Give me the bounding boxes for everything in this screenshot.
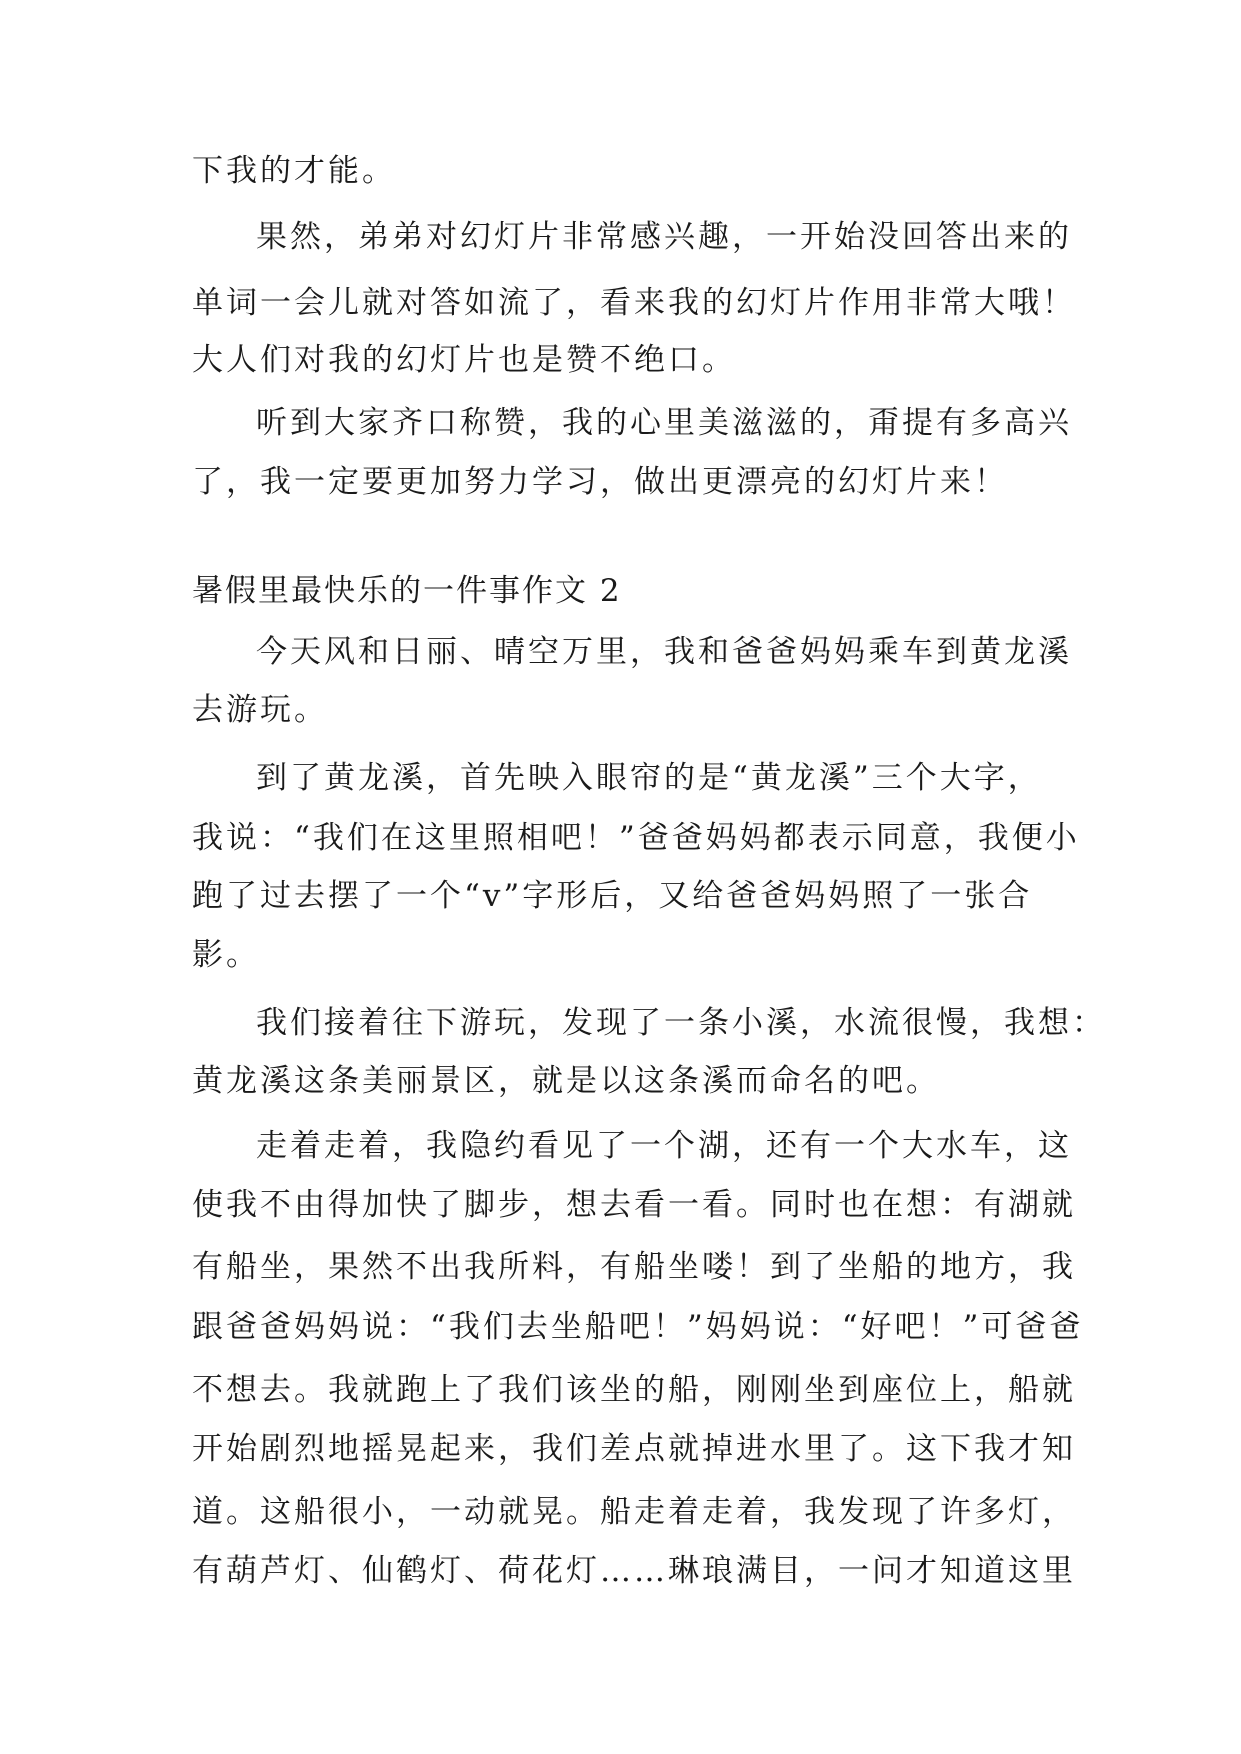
text-line: 了，我一定要更加努力学习，做出更漂亮的幻灯片来！ [192, 464, 1008, 500]
text-line: 有船坐，果然不出我所料，有船坐喽！到了坐船的地方，我 [192, 1249, 1076, 1285]
text-line: 大人们对我的幻灯片也是赞不绝口。 [192, 342, 736, 378]
text-line: 使我不由得加快了脚步，想去看一看。同时也在想：有湖就 [192, 1187, 1076, 1223]
paragraph-line: 听到大家齐口称赞，我的心里美滋滋的，甭提有多高兴 [256, 405, 1072, 441]
paragraph-line: 走着走着，我隐约看见了一个湖，还有一个大水车，这 [256, 1128, 1072, 1164]
text-line: 我说：“我们在这里照相吧！”爸爸妈妈都表示同意，我便小 [192, 820, 1080, 856]
text-line: 不想去。我就跑上了我们该坐的船，刚刚坐到座位上，船就 [192, 1372, 1076, 1408]
text-line: 去游玩。 [192, 692, 328, 728]
text-line: 开始剧烈地摇晃起来，我们差点就掉进水里了。这下我才知 [192, 1431, 1076, 1467]
text-line: 黄龙溪这条美丽景区，就是以这条溪而命名的吧。 [192, 1063, 940, 1099]
text-line: 影。 [192, 937, 260, 973]
text-line: 跟爸爸妈妈说：“我们去坐船吧！”妈妈说：“好吧！”可爸爸 [192, 1309, 1084, 1345]
text-line: 下我的才能。 [192, 153, 396, 189]
text-line: 道。这船很小，一动就晃。船走着走着，我发现了许多灯， [192, 1494, 1076, 1530]
paragraph-line: 今天风和日丽、晴空万里，我和爸爸妈妈乘车到黄龙溪 [256, 634, 1072, 670]
section-heading: 暑假里最快乐的一件事作文 2 [192, 573, 622, 609]
paragraph-line: 到了黄龙溪，首先映入眼帘的是“黄龙溪”三个大字， [256, 760, 1042, 796]
text-line: 跑了过去摆了一个“v”字形后，又给爸爸妈妈照了一张合 [192, 878, 1033, 914]
paragraph-line: 果然，弟弟对幻灯片非常感兴趣，一开始没回答出来的 [256, 219, 1072, 255]
text-line: 有葫芦灯、仙鹤灯、荷花灯……琳琅满目，一问才知道这里 [192, 1553, 1076, 1589]
text-line: 单词一会儿就对答如流了，看来我的幻灯片作用非常大哦！ [192, 285, 1076, 321]
paragraph-line: 我们接着往下游玩，发现了一条小溪，水流很慢，我想： [256, 1005, 1106, 1041]
